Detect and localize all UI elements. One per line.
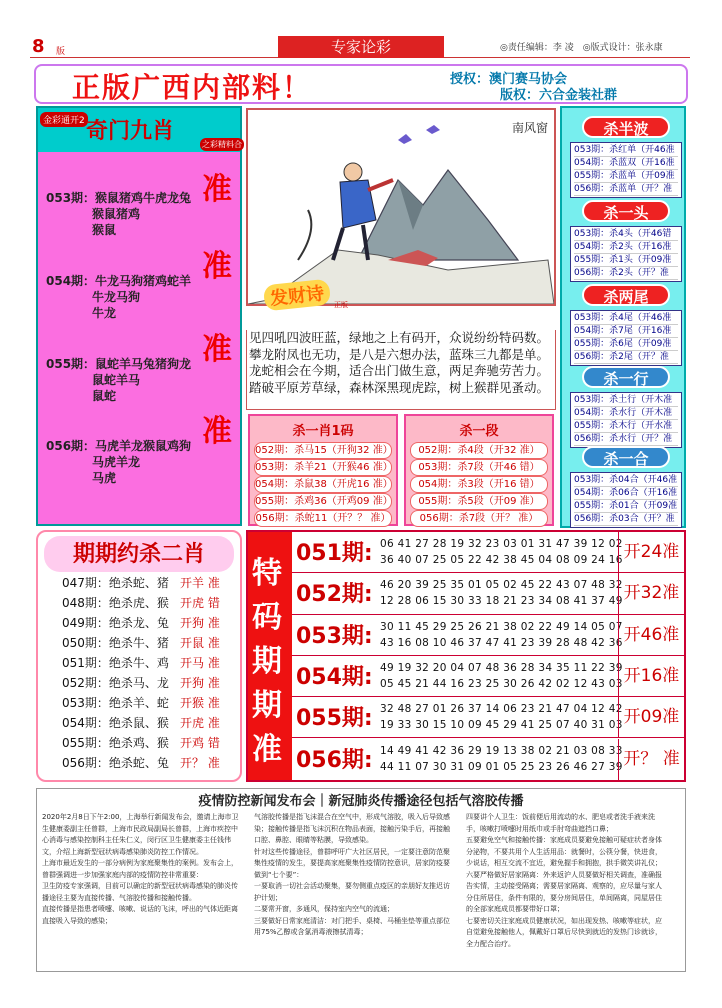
poem-text: 见四吼四波旺蓝，绿地之上有码开，众说纷纷特码数。攀龙附凤也无功，是八是六想办法，蓝珠三九都是单。龙蛇相会在今期，适合出门做生意，两足奔驰劳苦力。踏破平原芳草绿，森林深黑现虎踪，树上猴群见蚤动。 [246, 330, 556, 410]
yue-period: 050期：绝杀牛、猪 [62, 636, 169, 650]
yue-title: 期期约杀二肖 [44, 536, 234, 572]
qimen-line-3: 鼠蛇 [92, 389, 117, 403]
illustration-caption: 南风窗 [512, 121, 549, 135]
yue-row [62, 634, 237, 653]
tema-row [292, 739, 684, 780]
tema-side-char: 准 [252, 732, 282, 767]
kill-row: 056期：杀蛇11（开？？ 准） [254, 510, 392, 527]
tema-numbers-line: 06 41 27 28 19 32 23 03 01 31 47 39 12 02 [380, 538, 623, 550]
kill-row: 055期：杀01合（开09准 [574, 501, 678, 511]
qimen-line-2: 鼠蛇羊马 [92, 373, 141, 387]
tema-numbers-line: 32 48 27 01 26 37 14 06 23 21 47 04 12 42 [380, 703, 623, 716]
kill-row: 055期：杀5段（开09 准） [410, 493, 548, 510]
tema-numbers-line: 30 11 45 29 25 26 21 38 02 22 49 14 05 07 [380, 620, 623, 633]
yue-period: 055期：绝杀鸡、猴 [62, 736, 169, 750]
yue-row [62, 694, 237, 713]
kill-row: 056期：杀蓝单（开？准 [574, 183, 678, 196]
kill-one-he-title: 杀一合 [582, 446, 670, 468]
yue-period: 054期：绝杀鼠、猴 [62, 716, 169, 730]
kill-row: 053期：杀羊21（开猴46 准） [254, 459, 392, 476]
tema-numbers [380, 660, 623, 692]
news-column-3: 四要讲个人卫生：饭前便后用流动的水、肥皂或者洗手液来洗手，咳嗽打喷嚏时用纸巾或手肘弯曲遮挡口鼻； 五要避免空气和接触传播：家庭成员要避免接触可疑症状者身体分泌物，不要共用个人生活用品：就餐时，公筷分餐，快进食，少说话，相互交流不宜近，避免握手和拥抱，拱手微笑讲礼仪； 六要严格做好居家隔离：外来返沪人员要做好相关调查，准确报告实情，主动接受隔离；需要居家隔离、观察的，应尽量与家人分住所居住，条件有限的，要分房间居住，单间隔离，同屋居住的全部家庭成员都要带好口罩； 七要密切关注家庭成员健康状况，如出现发热、咳嗽等症状，应自觉避免接触他人，佩戴好口罩后尽快到就近的发热门诊就诊，全力配合治疗。 [466, 813, 662, 948]
yue-result: 开狗 准 [180, 616, 220, 630]
tema-row [292, 573, 684, 614]
kill-row: 055期：杀1头（开09准 [574, 254, 678, 267]
tema-period: 051期: [296, 541, 373, 566]
tema-result: 开46准 [618, 615, 684, 656]
column-title: 专家论彩 [278, 36, 444, 58]
tema-numbers-line: 36 40 07 25 05 22 42 38 45 04 08 09 24 16 [380, 554, 623, 566]
qimen-title: 奇门九肖 [86, 118, 175, 144]
kill-head-title: 杀一头 [582, 200, 670, 222]
kill-row: 054期：杀7尾（开16准 [574, 325, 678, 338]
qimen-line-3: 牛龙 [92, 306, 117, 320]
kill-one-segment-title: 杀一段 [459, 424, 499, 439]
tema-numbers-line: 46 20 39 25 35 01 05 02 45 22 43 07 48 32 [380, 579, 623, 592]
yue-period: 048期：绝杀虎、猴 [62, 596, 169, 610]
tema-side-char: 码 [252, 600, 282, 635]
kill-head-list [570, 226, 682, 282]
tema-numbers-line: 19 33 30 15 10 09 45 29 41 25 07 40 31 03 [380, 719, 623, 732]
qimen-line-3: 猴鼠 [92, 223, 117, 237]
yue-result: 开羊 准 [180, 576, 220, 590]
kill-row: 054期：杀2头（开16准 [574, 241, 678, 254]
qimen-line-1: 056期：马虎羊龙猴鼠鸡狗 [46, 439, 192, 453]
kill-row: 054期：杀鼠38（开虎16 准） [254, 476, 392, 493]
yue-result: 开鸡 错 [180, 736, 220, 750]
tema-result: 开24准 [618, 532, 684, 573]
yue-result: 开猴 准 [180, 696, 220, 710]
kill-row: 056期：杀2尾（开？准 [574, 351, 678, 364]
tema-period: 053期: [296, 623, 373, 649]
yue-row [62, 594, 237, 613]
kill-one-row-list [570, 392, 682, 448]
kill-row: 054期：杀蓝双（开16准 [574, 157, 678, 170]
kill-one-segment-box [404, 414, 554, 526]
qimen-item [46, 249, 236, 321]
qimen-line-1: 055期：鼠蛇羊马兔猪狗龙 [46, 357, 192, 371]
kill-half-wave-list [570, 142, 682, 198]
yue-row [62, 574, 237, 593]
tema-numbers [380, 619, 623, 651]
banner-authorization: 授权：澳门赛马协会 [450, 72, 568, 87]
tema-numbers-line: 14 49 41 42 36 29 19 13 38 02 21 03 08 33 [380, 744, 623, 757]
tema-numbers [380, 701, 623, 733]
page-number: 8 [32, 36, 45, 57]
tema-numbers-line: 44 11 07 30 31 09 01 05 25 23 26 46 27 39 [380, 760, 623, 773]
tema-period: 054期: [296, 664, 373, 690]
tema-numbers [380, 536, 623, 568]
kill-row: 055期：杀鸡36（开鸡09 准） [254, 493, 392, 510]
news-column-2: 气溶胶传播是指飞沫混合在空气中，形成气溶胶，吸入后导致感染；接触传播是指飞沫沉积在物品表面，接触污染手后，再接触口腔、鼻腔、眼睛等粘膜，导致感染。 针对这些传播途径，曾群呼吁广大社区居民，一定要注意防范聚集性疫情的发生，要提高家庭聚集性疫情防控意识，居家防疫要做到“七个要”： 一要取消一切社会活动聚集，要勿侧重点疫区的亲朋好友推迟访护计划； 二要常开窗，多通风，保持室内空气的流通； 三要做好日常家庭清洁：对门把手、桌椅、马桶坐垫等重点部位用75%乙醇或含氯消毒液擦拭清毒； [254, 813, 450, 936]
kill-one-he-list [570, 472, 682, 528]
qimen-item [46, 172, 236, 238]
tema-result: 开09准 [618, 697, 684, 738]
yue-period: 047期：绝杀蛇、猪 [62, 576, 169, 590]
news-column-1: 2020年2月8日下午2:00，上海举行新闻发布会，邀请上海市卫生健康委副主任曾群，上海市民政局副局长曾群，上海市疾控中心消毒与感染控制科主任朱仁义，闵行区卫生健康委主任钱伟文，介绍上海新型冠状病毒感染肺炎防控工作情况。 上海市最近发生的一部分病例为家庭聚集性的案例。发布会上，曾群强调进一步加强家庭内部的疫情防控非常重要： 卫生防疫专家强调，目前可以确定的新型冠状病毒感染的肺炎传播途径主要为直接传播、气溶胶传播和接触传播。 直接传播是指患者喷嚏、咳嗽、说话的飞沫，呼出的气体近距离直接吸入导致的感染； [42, 813, 239, 925]
kill-row: 053期：杀红单（开46准 [574, 144, 678, 157]
kill-row: 055期：杀6尾（开09准 [574, 338, 678, 351]
yue-row [62, 754, 237, 773]
yue-period: 053期：绝杀羊、蛇 [62, 696, 169, 710]
qimen-item [46, 332, 236, 404]
yue-result: 开虎 错 [180, 596, 220, 610]
tema-row [292, 532, 684, 573]
kill-row: 054期：杀水行（开木准 [574, 407, 678, 420]
kill-row: 056期：杀03合（开？准 [574, 513, 678, 526]
yue-row [62, 734, 237, 753]
kill-row: 055期：杀木行（开水准 [574, 420, 678, 433]
qimen-line-1: 054期：牛龙马狗猪鸡蛇羊 [46, 274, 192, 288]
zhun-mark: 准 [202, 249, 232, 284]
illustration-drawing [248, 110, 554, 304]
yue-result: 开虎 准 [180, 716, 220, 730]
zhun-mark: 准 [202, 172, 232, 207]
tema-period: 052期: [296, 582, 373, 608]
tema-row [292, 656, 684, 697]
right-kill-column [560, 106, 686, 528]
qimen-line-2: 马虎羊龙 [92, 455, 141, 469]
tema-side-char: 期 [252, 688, 282, 723]
kill-row: 055期：杀蓝单（开09准 [574, 170, 678, 183]
kill-row: 053期：杀4头（开46错 [574, 228, 678, 241]
tema-numbers-line: 49 19 32 20 04 07 48 36 28 34 35 11 22 39 [380, 661, 623, 674]
qimen-line-2: 牛龙马狗 [92, 290, 141, 304]
kill-half-wave-title: 杀半波 [582, 116, 670, 138]
news-title: 疫情防控新闻发布会｜新冠肺炎传播途径包括气溶胶传播 [198, 794, 524, 809]
yue-period: 049期：绝杀龙、兔 [62, 616, 169, 630]
zhun-mark: 准 [202, 332, 232, 367]
banner-title: 正版广西内部料！ [72, 71, 313, 104]
tema-side-char: 特 [252, 556, 282, 591]
kill-row: 053期：杀04合（开46准 [574, 475, 678, 485]
qimen-tag-right: 之彩精料合 [202, 140, 242, 149]
yue-row [62, 674, 237, 693]
tema-numbers-line: 43 16 08 10 46 37 47 41 23 39 28 48 42 36 [380, 636, 623, 649]
page-number-suffix: 版 [56, 47, 66, 57]
tema-numbers [380, 743, 623, 775]
kill-row: 053期：杀土行（开木准 [574, 394, 678, 407]
qimen-line-3: 马虎 [92, 471, 117, 485]
yue-result: 开马 准 [180, 656, 220, 670]
kill-row: 054期：杀3段（开16 错） [410, 476, 548, 493]
kill-row: 053期：杀4尾（开46准 [574, 312, 678, 325]
kill-row: 056期：杀2头（开？准 [574, 267, 678, 280]
facai-badge-small: 正版 [334, 301, 348, 309]
yue-row [62, 614, 237, 633]
tema-side-char: 期 [252, 644, 282, 679]
yue-period: 052期：绝杀马、龙 [62, 676, 169, 690]
kill-row: 052期：杀马15（开狗32 准） [254, 442, 392, 459]
zhun-mark: 准 [202, 414, 232, 449]
yue-row [62, 714, 237, 733]
kill-row: 052期：杀4段（开32 准） [410, 442, 548, 459]
tema-result: 开32准 [618, 573, 684, 614]
kill-row: 056期：杀水行（开？准 [574, 433, 678, 446]
kill-one-row-title: 杀一行 [582, 366, 670, 388]
qimen-line-1: 053期：猴鼠猪鸡牛虎龙兔 [46, 191, 192, 205]
kill-two-tail-title: 杀两尾 [582, 284, 670, 306]
yue-period: 056期：绝杀蛇、兔 [62, 756, 169, 770]
yue-result: 开狗 准 [180, 676, 220, 690]
illustration [246, 108, 556, 306]
qimen-line-2: 猴鼠猪鸡 [92, 207, 141, 221]
tema-numbers-line: 05 45 21 44 16 23 25 30 26 42 02 12 43 03 [380, 677, 623, 690]
tema-result: 开？ 准 [618, 739, 684, 780]
banner-copyright: 版权：六合金装社群 [500, 88, 618, 103]
tema-result: 开16准 [618, 656, 684, 697]
tema-row [292, 615, 684, 656]
kill-row: 056期：杀7段（开？ 准） [410, 510, 548, 527]
tema-period: 055期: [296, 706, 373, 732]
tema-numbers-line: 12 28 06 15 30 33 18 21 23 34 08 41 37 49 [380, 595, 623, 608]
facai-badge: 发财诗 [263, 279, 331, 312]
qimen-tag-left: 金彩通开2 [40, 112, 88, 127]
kill-row: 053期：杀7段（开46 错） [410, 459, 548, 476]
qimen-item [46, 414, 236, 486]
yue-result: 开？ 准 [180, 756, 220, 770]
kill-row: 054期：杀06合（开16准 [574, 488, 678, 498]
kill-one-code-title: 杀一肖1码 [292, 424, 354, 439]
yue-row [62, 654, 237, 673]
kill-two-tail-list [570, 310, 682, 366]
yue-period: 051期：绝杀牛、鸡 [62, 656, 169, 670]
yue-result: 开鼠 准 [180, 636, 220, 650]
kill-one-code-box [248, 414, 398, 526]
tema-period: 056期: [296, 747, 373, 773]
tema-row [292, 697, 684, 738]
tema-numbers [380, 577, 623, 609]
editors-credit: ◎责任编辑：李 凌 ◎版式设计：张永康 [500, 43, 663, 53]
